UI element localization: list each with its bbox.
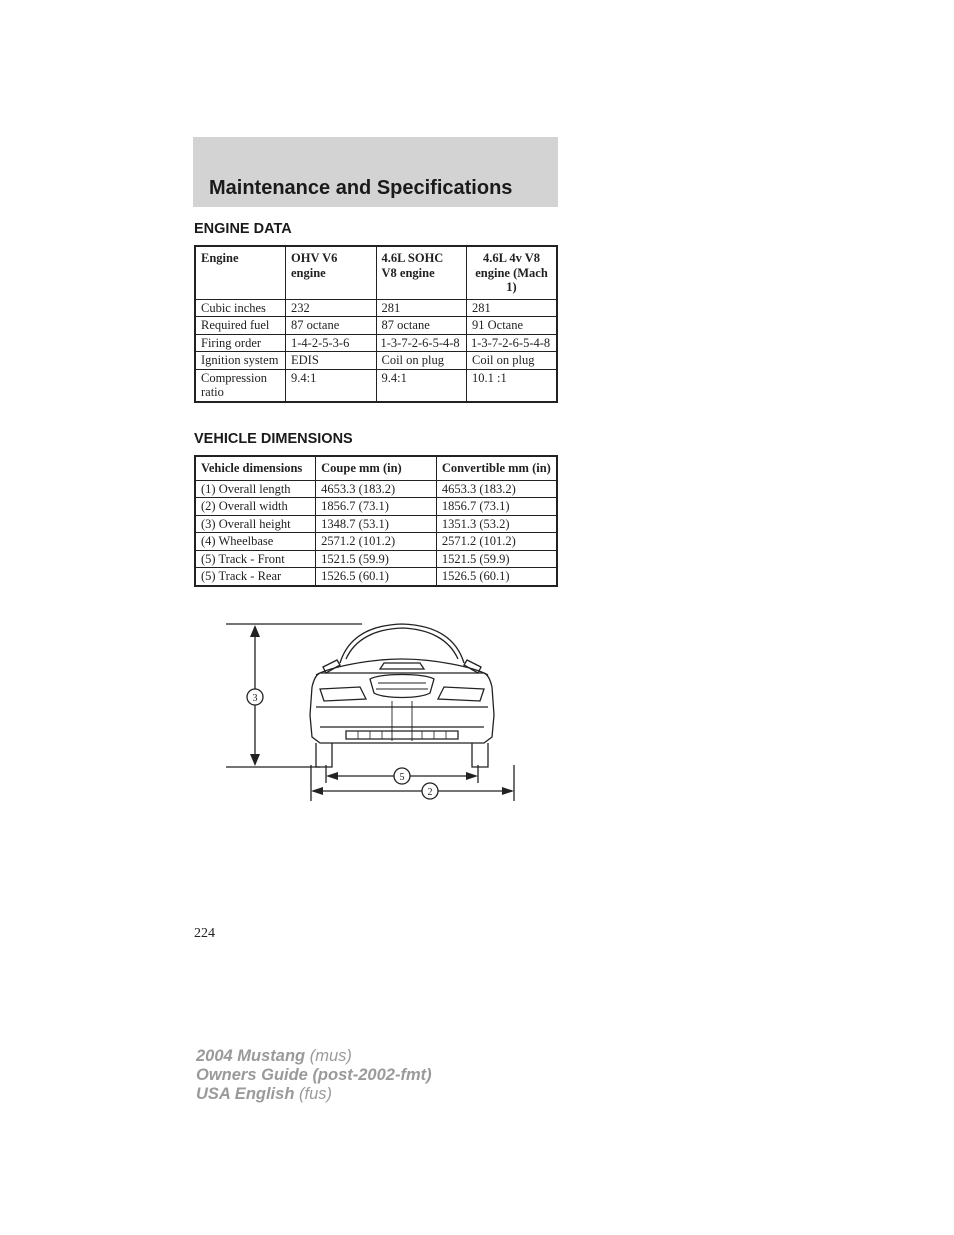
table-cell: 1526.5 (60.1) [316,568,437,586]
table-header-row [195,456,557,480]
table-cell: 10.1 :1 [467,369,558,402]
table-row [195,533,557,551]
section-header-band [193,137,558,207]
footer-language: USA English [196,1085,295,1103]
table-cell: (3) Overall height [195,515,316,533]
table-cell: Required fuel [195,317,286,335]
table-cell: 2571.2 (101.2) [316,533,437,551]
table-cell: 1521.5 (59.9) [316,550,437,568]
table-cell: 91 Octane [467,317,558,335]
table-cell: (4) Wheelbase [195,533,316,551]
table-cell: 1526.5 (60.1) [436,568,557,586]
table-row [195,550,557,568]
track-dimension-arrow [326,765,478,784]
table-header-cell: Engine [195,246,286,299]
table-cell: 1-3-7-2-6-5-4-8 [467,334,558,352]
table-cell: 9.4:1 [286,369,377,402]
table-header-row [195,246,557,299]
table-cell: 87 octane [376,317,467,335]
table-cell: 9.4:1 [376,369,467,402]
table-cell: (5) Track - Front [195,550,316,568]
footer-line-1 [196,1047,432,1066]
footer-line-3 [196,1085,432,1104]
footer-model: 2004 Mustang [196,1047,306,1065]
footer-guide: Owners Guide (post-2002-fmt) [196,1066,432,1084]
table-header-cell: Coupe mm (in) [316,456,437,480]
table-row [195,480,557,498]
engine-data-heading: ENGINE DATA [194,221,292,237]
table-cell: Ignition system [195,352,286,370]
vehicle-dimensions-table [194,455,558,587]
height-label: 3 [252,693,258,704]
width-dimension-arrow [311,765,514,801]
table-cell: 4653.3 (183.2) [316,480,437,498]
document-footer [196,1047,432,1104]
track-label: 5 [399,772,405,783]
table-cell: (5) Track - Rear [195,568,316,586]
table-cell: 281 [376,299,467,317]
table-row [195,334,557,352]
table-cell: 4653.3 (183.2) [436,480,557,498]
table-header-cell: Vehicle dimensions [195,456,316,480]
table-row [195,498,557,516]
table-header-cell: 4.6L SOHC V8 engine [376,246,467,299]
table-row [195,317,557,335]
table-cell: Coil on plug [376,352,467,370]
car-front-view [310,624,494,767]
table-header-cell: Convertible mm (in) [436,456,557,480]
height-dimension-arrow [247,625,263,766]
table-cell: (2) Overall width [195,498,316,516]
table-cell: Cubic inches [195,299,286,317]
table-cell: 281 [467,299,558,317]
table-header-cell: 4.6L 4v V8 engine (Mach 1) [467,246,558,299]
table-cell: EDIS [286,352,377,370]
table-cell: 2571.2 (101.2) [436,533,557,551]
footer-model-code: (mus) [309,1047,352,1065]
page-number: 224 [194,926,215,941]
table-cell: Compression ratio [195,369,286,402]
table-cell: 1856.7 (73.1) [316,498,437,516]
table-row [195,352,557,370]
table-cell: 1-4-2-5-3-6 [286,334,377,352]
table-row [195,369,557,402]
table-cell: 1-3-7-2-6-5-4-8 [376,334,467,352]
vehicle-front-dimension-diagram [220,615,530,805]
table-header-cell: OHV V6 engine [286,246,377,299]
table-cell: Firing order [195,334,286,352]
table-row [195,299,557,317]
table-cell: 232 [286,299,377,317]
table-cell: (1) Overall length [195,480,316,498]
page-title: Maintenance and Specifications [209,177,513,199]
footer-language-code: (fus) [299,1085,332,1103]
table-row [195,568,557,586]
table-cell: 87 octane [286,317,377,335]
table-cell: 1521.5 (59.9) [436,550,557,568]
footer-line-2 [196,1066,432,1085]
width-label: 2 [427,787,433,798]
table-row [195,515,557,533]
table-cell: 1856.7 (73.1) [436,498,557,516]
table-cell: 1348.7 (53.1) [316,515,437,533]
engine-data-table [194,245,558,403]
table-cell: Coil on plug [467,352,558,370]
vehicle-dimensions-heading: VEHICLE DIMENSIONS [194,431,353,447]
table-cell: 1351.3 (53.2) [436,515,557,533]
